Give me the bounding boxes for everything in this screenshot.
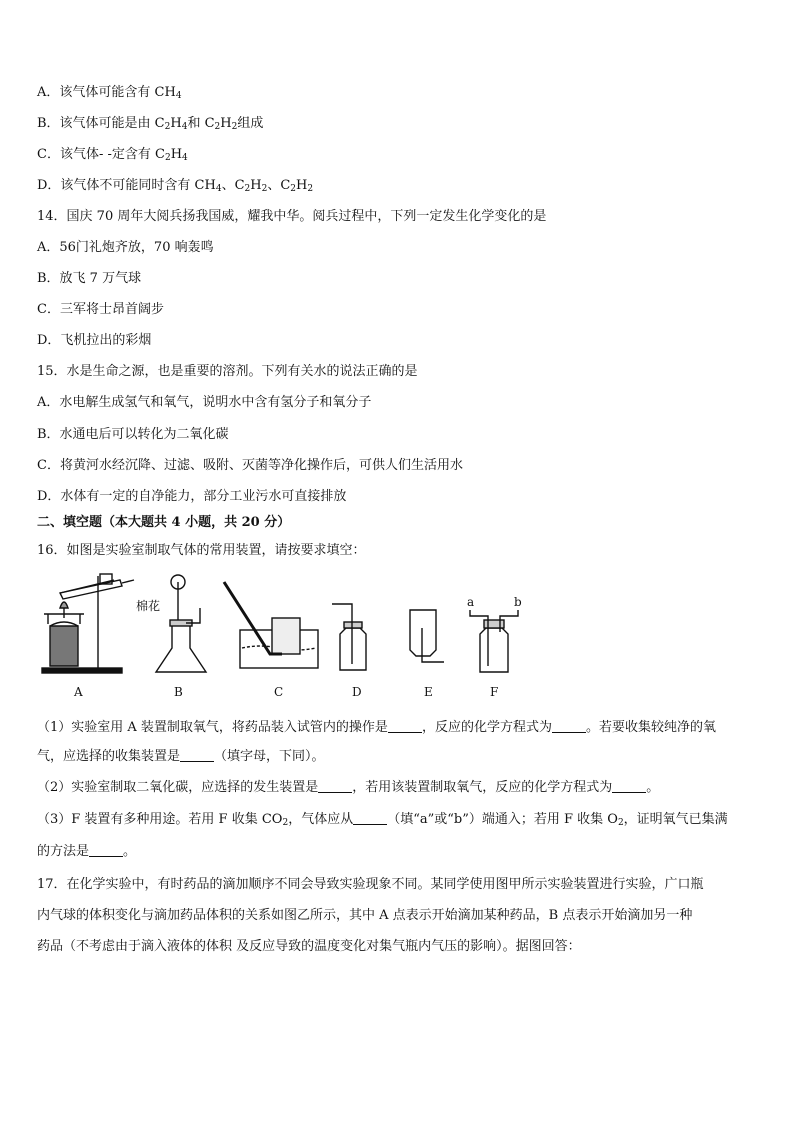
answer-blank[interactable]: [318, 780, 352, 793]
label-c: C: [274, 685, 284, 699]
q16-stem: 16．如图是实验室制取气体的常用装置，请按要求填空：: [37, 543, 366, 558]
q13-option-a: A．该气体可能含有 $CH_4$: [37, 85, 182, 101]
q15-option-b: B．水通电后可以转化为二氧化碳: [37, 427, 229, 442]
q15-stem: 15．水是生命之源，也是重要的溶剂。下列有关水的说法正确的是: [37, 364, 418, 379]
answer-blank[interactable]: [180, 749, 214, 762]
q14-option-d: D．飞机拉出的彩烟: [37, 333, 152, 348]
answer-blank[interactable]: [89, 844, 123, 857]
answer-blank[interactable]: [612, 780, 646, 793]
apparatus-e: [410, 610, 444, 662]
apparatus-f: [470, 610, 518, 672]
q13-option-d: D．该气体不可能同时含有 $CH_4$、$C_2H_2$、$C_2H_2$: [37, 178, 314, 194]
q17-line2: 内气球的体积变化与滴加药品体积的关系如图乙所示，其中 A 点表示开始滴加某种药品，B 点表示开始滴加另一种: [37, 908, 693, 923]
q17-line3: 药品（不考虑由于滴入液体的体积 及反应导致的温度变化对集气瓶内气压的影响）。据图回答：: [37, 939, 581, 954]
label-d: D: [352, 685, 362, 699]
answer-blank[interactable]: [353, 812, 387, 825]
port-a-label: a: [467, 595, 475, 609]
label-f: F: [490, 685, 499, 699]
q13-option-b: B．该气体可能是由 $C_2H_4$和 $C_2H_2$组成: [37, 116, 264, 132]
q17-line1: 17．在化学实验中，有时药品的滴加顺序不同会导致实验现象不同。某同学使用图甲所示实验装置进行实验，广口瓶: [37, 877, 704, 892]
apparatus-c: [224, 582, 318, 668]
apparatus-d: [332, 604, 366, 670]
cotton-label: 棉花: [136, 599, 161, 613]
q16-part3-line2: 的方法是 。: [37, 844, 137, 859]
lab-apparatus-figure: [30, 568, 550, 708]
q16-part1-line1: （1）实验室用 A 装置制取氧气，将药品装入试管内的操作是 ，反应的化学方程式为 。若要收集较纯净的氧: [37, 720, 716, 735]
q13-option-c: C．该气体- -定含有 $C_2H_4$: [37, 147, 188, 163]
label-b: B: [174, 685, 183, 699]
port-b-label: b: [514, 595, 522, 609]
q14-stem: 14．国庆 70 周年大阅兵扬我国威，耀我中华。阅兵过程中，下列一定发生化学变化的是: [37, 209, 547, 224]
q14-option-c: C．三军将士昂首阔步: [37, 302, 164, 317]
q15-option-c: C．将黄河水经沉降、过滤、吸附、灭菌等净化操作后，可供人们生活用水: [37, 458, 463, 473]
q14-option-b: B．放飞 7 万气球: [37, 271, 142, 286]
label-a: A: [74, 685, 83, 699]
section-heading: 二、填空题（本大题共 4 小题，共 20 分）: [37, 515, 291, 530]
q14-option-a: A．56门礼炮齐放，70 响轰鸣: [37, 240, 214, 255]
q15-option-a: A．水电解生成氢气和氧气，说明水中含有氢分子和氧分子: [37, 395, 372, 410]
q16-part3-line1: （3）F 装置有多种用途。若用 F 收集 $CO_2$，气体应从 （填“a”或“b”）端通入；若用 F 收集 $O_2$，证明氧气已集满: [37, 812, 728, 828]
answer-blank[interactable]: [388, 720, 422, 733]
apparatus-b: [156, 575, 206, 672]
answer-blank[interactable]: [552, 720, 586, 733]
q15-option-d: D．水体有一定的自净能力，部分工业污水可直接排放: [37, 489, 347, 504]
q16-part2: （2）实验室制取二氧化碳，应选择的发生装置是 ，若用该装置制取氧气，反应的化学方程式为 。: [37, 780, 660, 795]
q16-part1-line2: 气，应选择的收集装置是 （填字母，下同）。: [37, 749, 325, 764]
apparatus-a: [42, 574, 134, 673]
label-e: E: [424, 685, 433, 699]
